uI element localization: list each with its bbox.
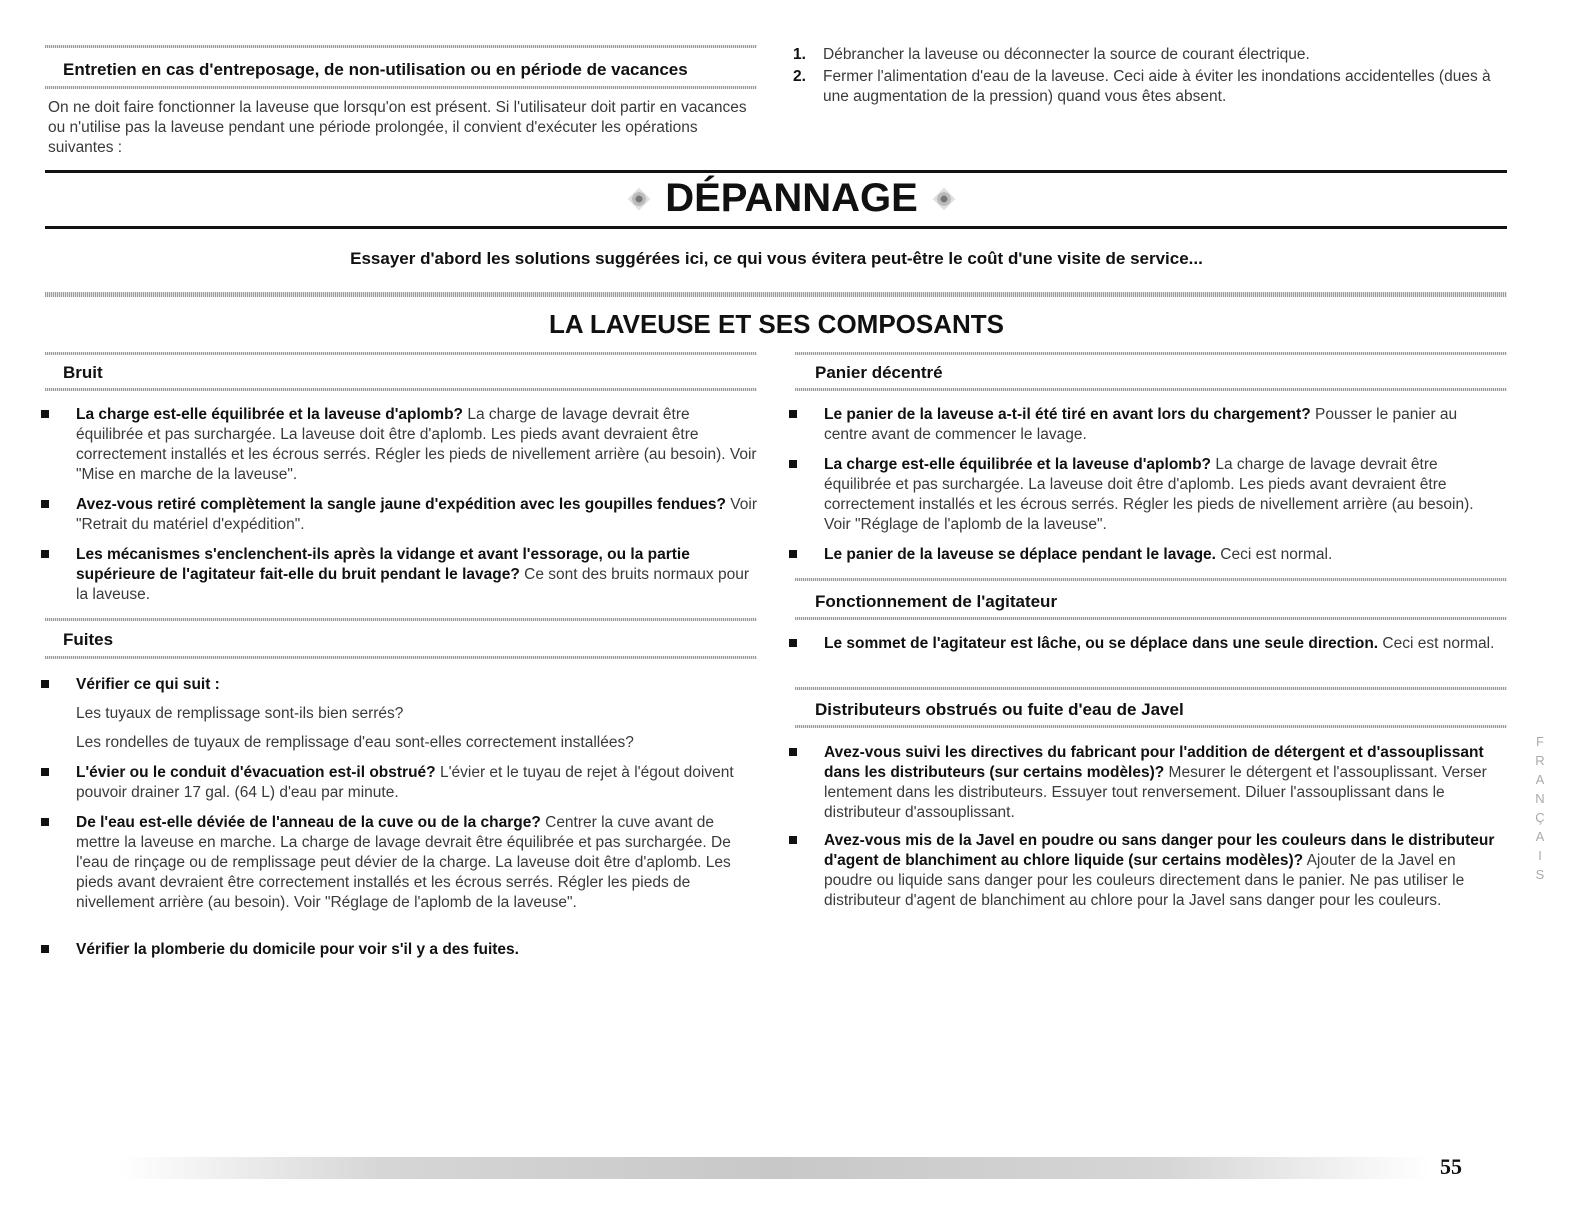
item-question: Vérifier la plomberie du domicile pour voir s'il y a des fuites. bbox=[76, 941, 519, 958]
item-answer: Ceci est normal. bbox=[1378, 635, 1495, 652]
item-question: La charge est-elle équilibrée et la laveuse d'aplomb? bbox=[76, 406, 464, 423]
item-answer: Voir "Retrait du matériel d'expédition". bbox=[76, 496, 758, 533]
banner bbox=[0, 176, 1583, 221]
bullet-icon bbox=[789, 410, 797, 418]
divider bbox=[795, 578, 1507, 581]
page-number: 55 bbox=[1440, 1154, 1462, 1179]
bullet-icon bbox=[41, 500, 49, 508]
item-question: Le sommet de l'agitateur est lâche, ou se déplace dans une seule direction. bbox=[824, 635, 1379, 652]
list-item bbox=[824, 743, 1506, 823]
item-question: Le panier de la laveuse se déplace pendant le lavage. bbox=[824, 546, 1216, 563]
item-answer: Ce sont des bruits normaux pour la laveuse. bbox=[76, 566, 749, 603]
step-item bbox=[793, 67, 1513, 107]
step-text: Fermer l'alimentation d'eau de la laveuse. Ceci aide à éviter les inondations accidentelles (dues à une augmentation de la pression) quand vous êtes absent. bbox=[823, 68, 1491, 105]
bullet-icon bbox=[41, 550, 49, 558]
check-line: Les tuyaux de remplissage sont-ils bien serrés? bbox=[76, 705, 404, 722]
divider bbox=[45, 618, 757, 621]
bullet-icon bbox=[789, 836, 797, 844]
distributeurs-title: Distributeurs obstrués ou fuite d'eau de Javel bbox=[815, 700, 1184, 719]
step-text: Débrancher la laveuse ou déconnecter la source de courant électrique. bbox=[823, 46, 1310, 63]
divider bbox=[795, 617, 1507, 620]
agitateur-title: Fonctionnement de l'agitateur bbox=[815, 592, 1058, 611]
bruit-title: Bruit bbox=[63, 363, 103, 382]
item-answer: La charge de lavage devrait être équilibrée et pas surchargée. La laveuse doit être d'aplomb. Les pieds avant devraient être correctement installés et les écrous serrés. Régler les pieds de nivellement arrière (au besoin). Voir "Réglage de l'aplomb de la laveuse". bbox=[824, 456, 1474, 533]
list-item bbox=[824, 545, 1504, 565]
item-answer: Mesurer le détergent et l'assouplissant. Verser lentement dans les distributeurs. Essuyer tout renversement. Diluer l'assouplissant dans le distributeur d'assouplissant. bbox=[824, 764, 1487, 821]
banner-title: DÉPANNAGE bbox=[665, 176, 918, 220]
fuites-title: Fuites bbox=[63, 630, 114, 649]
divider bbox=[45, 45, 757, 48]
storage-title: Entretien en cas d'entreposage, de non-utilisation ou en période de vacances bbox=[63, 60, 688, 79]
list-item bbox=[76, 813, 758, 913]
list-item bbox=[76, 545, 758, 605]
divider bbox=[45, 656, 757, 659]
divider bbox=[795, 687, 1507, 690]
check-line: Les rondelles de tuyaux de remplissage d'eau sont-elles correctement installées? bbox=[76, 734, 634, 751]
divider bbox=[45, 86, 757, 89]
item-answer: Pousser le panier au centre avant de commencer le lavage. bbox=[824, 406, 1458, 443]
item-answer: Ajouter de la Javel en poudre ou liquide sans danger pour les couleurs directement dans le panier. Ne pas utiliser le distributeur d'agent de blanchiment au chlore pour la Javel sans danger pour les couleurs. bbox=[824, 852, 1465, 909]
storage-paragraph: On ne doit faire fonctionner la laveuse que lorsqu'on est présent. Si l'utilisateur doit partir en vacances ou n'utilise pas la laveuse pendant une période prolongée, il convient d'exécuter les opérations suivantes : bbox=[48, 99, 747, 156]
item-answer: Ceci est normal. bbox=[1215, 546, 1333, 563]
list-item bbox=[824, 405, 1504, 445]
item-answer: L'évier et le tuyau de rejet à l'égout doivent pouvoir drainer 17 gal. (64 L) d'eau par minute. bbox=[76, 764, 734, 801]
bullet-icon bbox=[41, 818, 49, 826]
step-number: 1. bbox=[793, 46, 806, 63]
item-question: Avez-vous retiré complètement la sangle jaune d'expédition avec les goupilles fendues? bbox=[76, 496, 726, 513]
item-question: Le panier de la laveuse a-t-il été tiré en avant lors du chargement? bbox=[824, 406, 1311, 423]
step-item bbox=[793, 45, 1513, 65]
item-question: De l'eau est-elle déviée de l'anneau de la cuve ou de la charge? bbox=[76, 814, 541, 831]
banner-rule-top bbox=[45, 170, 1507, 173]
step-number: 2. bbox=[793, 68, 806, 85]
list-item bbox=[76, 405, 758, 485]
panier-title: Panier décentré bbox=[815, 363, 943, 382]
banner-subtitle: Essayer d'abord les solutions suggérées ici, ce qui vous évitera peut-être le coût d'une visite de service... bbox=[350, 249, 1203, 268]
divider bbox=[795, 352, 1507, 355]
bullet-icon bbox=[789, 550, 797, 558]
list-item bbox=[76, 495, 758, 535]
bullet-icon bbox=[789, 639, 797, 647]
divider bbox=[795, 725, 1507, 728]
bullet-icon bbox=[41, 945, 49, 953]
bullet-icon bbox=[789, 460, 797, 468]
item-question: Avez-vous mis de la Javel en poudre ou sans danger pour les couleurs dans le distributeur d'agent de blanchiment au chlore liquide (sur certains modèles)? bbox=[824, 832, 1495, 869]
bullet-icon bbox=[41, 768, 49, 776]
diamond-ornament-icon bbox=[627, 187, 650, 210]
language-side-tab bbox=[1533, 732, 1547, 884]
bullet-icon bbox=[41, 410, 49, 418]
item-answer: Centrer la cuve avant de mettre la laveuse en marche. La charge de lavage devrait être équilibrée et pas surchargée. De l'eau de rinçage ou de remplissage peut dévier de la charge. La laveuse doit être d'aplomb. Les pieds avant devraient être correctement installés et les écrous serrés. Régler les pieds de nivellement arrière (au besoin). Voir "Réglage de l'aplomb de la laveuse". bbox=[76, 814, 731, 911]
item-answer: La charge de lavage devrait être équilibrée et pas surchargée. La laveuse doit être d'aplomb. Les pieds avant devraient être correctement installés et les écrous serrés. Régler les pieds de nivellement arrière (au besoin). Voir "Mise en marche de la laveuse". bbox=[76, 406, 757, 483]
item-question: Avez-vous suivi les directives du fabricant pour l'addition de détergent et d'assouplissant dans les distributeurs (sur certains modèles)? bbox=[824, 744, 1484, 781]
bullet-icon bbox=[41, 680, 49, 688]
item-question: Les mécanismes s'enclenchent-ils après la vidange et avant l'essorage, ou la partie supérieure de l'agitateur fait-elle du bruit pendant le lavage? bbox=[76, 546, 690, 583]
diamond-ornament-icon bbox=[933, 187, 956, 210]
section-title: LA LAVEUSE ET SES COMPOSANTS bbox=[548, 309, 1005, 339]
list-item bbox=[824, 455, 1504, 535]
item-question: La charge est-elle équilibrée et la laveuse d'aplomb? bbox=[824, 456, 1212, 473]
divider bbox=[795, 388, 1507, 391]
divider bbox=[45, 388, 757, 391]
divider bbox=[45, 352, 757, 355]
footer-bar bbox=[120, 1157, 1430, 1179]
item-question: L'évier ou le conduit d'évacuation est-il obstrué? bbox=[76, 764, 436, 781]
list-item bbox=[824, 831, 1506, 911]
list-item bbox=[76, 763, 758, 803]
check-label: Vérifier ce qui suit : bbox=[76, 676, 220, 693]
language-side-tab-label: FRANÇAIS bbox=[1535, 734, 1545, 882]
banner-rule-bottom bbox=[45, 226, 1507, 229]
list-item bbox=[824, 634, 1504, 654]
storage-steps bbox=[793, 45, 1513, 107]
bullet-icon bbox=[789, 748, 797, 756]
divider bbox=[45, 292, 1507, 297]
list-item bbox=[76, 675, 758, 695]
list-item bbox=[76, 940, 758, 960]
